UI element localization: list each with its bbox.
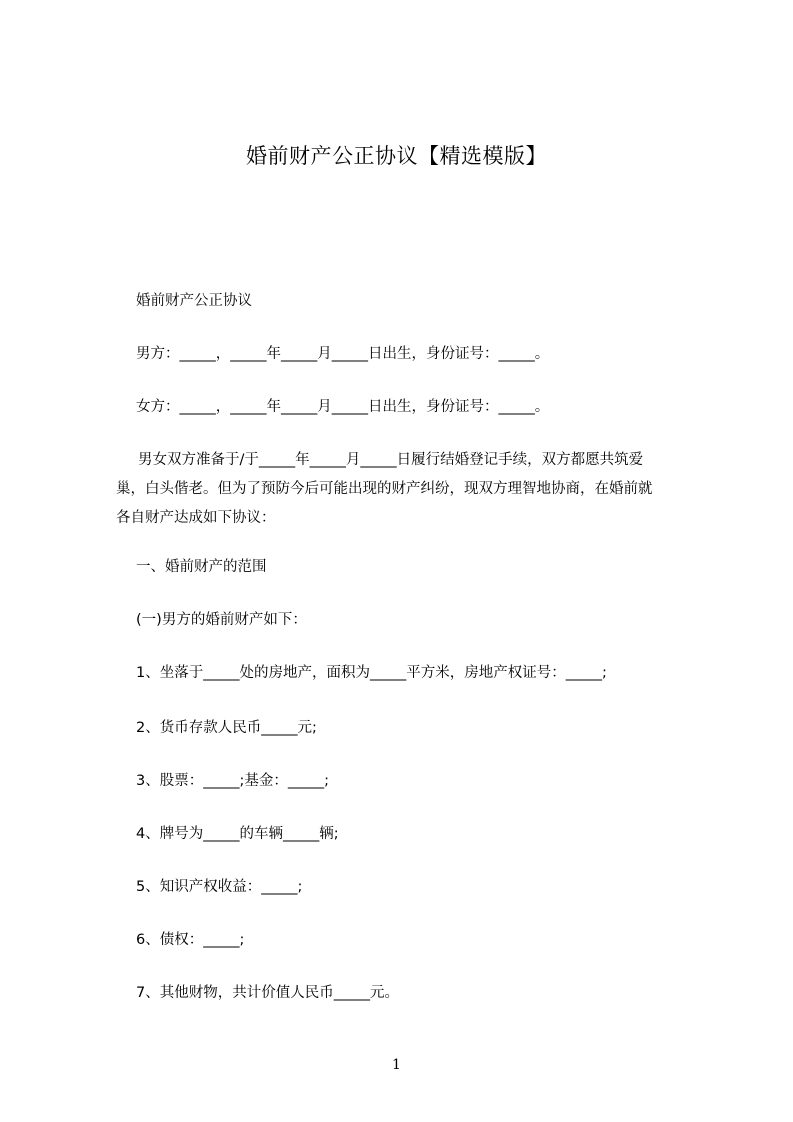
page-number: 1 [392,1057,401,1073]
list-item: 7、其他财物，共计价值人民币_____元。 [136,985,399,1001]
female-party-line: 女方：_____，_____年_____月_____日出生，身份证号：_____。 [136,399,550,415]
subsection-heading: (一)男方的婚前财产如下： [136,612,307,628]
list-item: 1、坐落于_____处的房地产，面积为_____平方米，房地产权证号：_____; [136,665,607,681]
document-title: 婚前财产公正协议【精选模版】 [246,144,547,168]
list-item: 3、股票：_____;基金：_____; [136,773,329,789]
list-item: 6、债权：_____; [136,932,245,948]
section-heading: 一、婚前财产的范围 [136,559,267,575]
document-subtitle: 婚前财产公正协议 [136,293,252,309]
male-party-line: 男方：_____，_____年_____月_____日出生，身份证号：_____。 [136,346,550,362]
intro-line-2: 巢，白头偕老。但为了预防今后可能出现的财产纠纷，现双方理智地协商，在婚前就 [116,481,653,497]
list-item: 5、知识产权收益：_____; [136,879,303,895]
intro-line-1: 男女双方准备于/于_____年_____月_____日履行结婚登记手续，双方都愿共筑爱 [138,452,644,468]
list-item: 2、货币存款人民币_____元; [136,720,317,736]
intro-paragraph [116,446,706,533]
list-item: 4、牌号为_____的车辆_____辆; [136,826,339,842]
intro-line-3: 各自财产达成如下协议： [116,510,276,526]
